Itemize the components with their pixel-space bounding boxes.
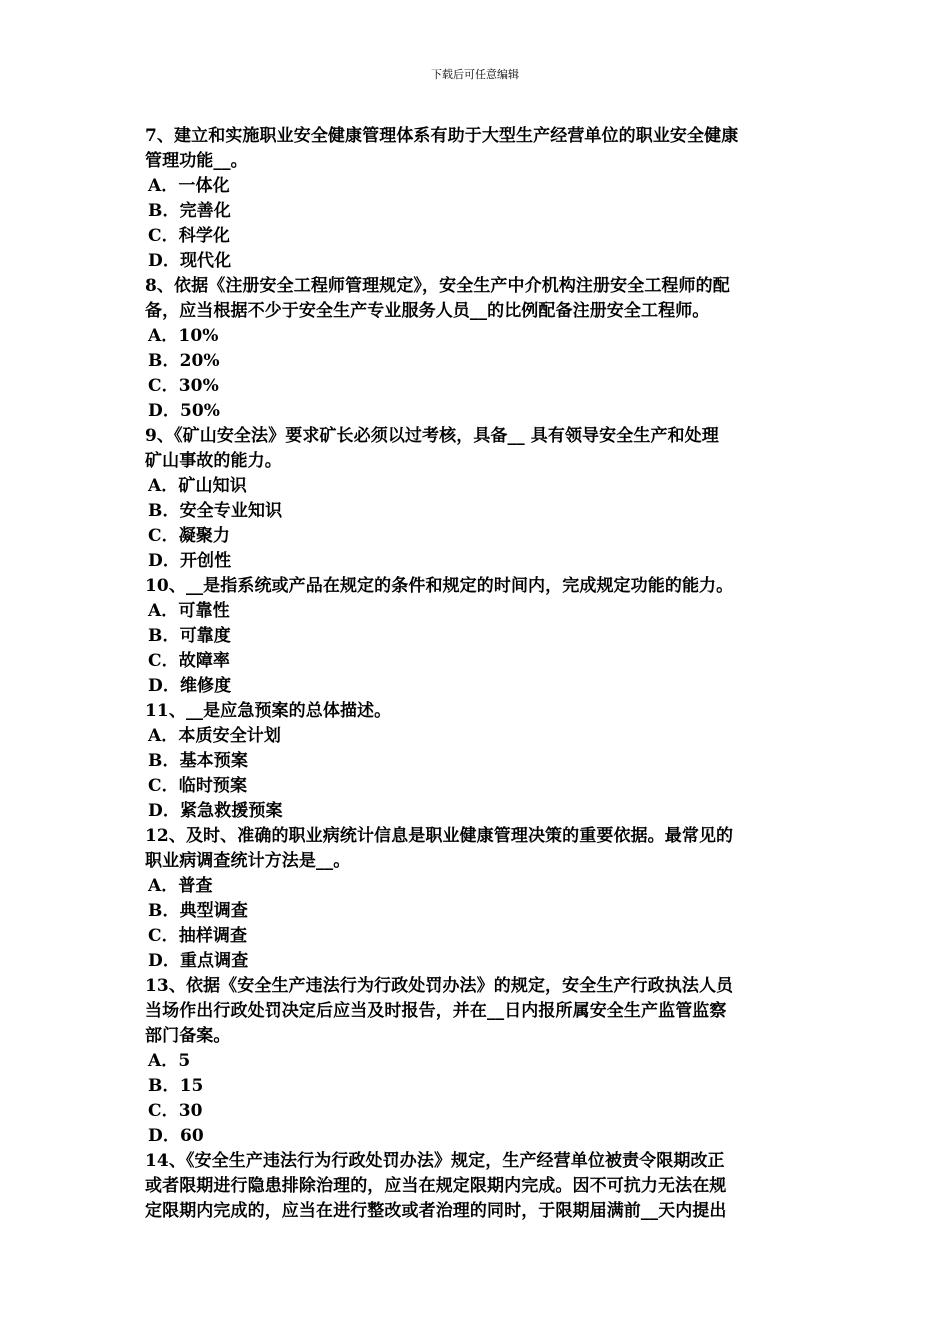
answer-option: B．典型调查 [148, 901, 248, 921]
question-text: 13、依据《安全生产违法行为行政处罚办法》的规定，安全生产行政执法人员 [145, 976, 734, 996]
question-text: 8、依据《注册安全工程师管理规定》，安全生产中介机构注册安全工程师的配 [145, 276, 730, 296]
answer-option: D．开创性 [148, 551, 232, 571]
answer-option: A．普查 [148, 876, 213, 896]
answer-option: D．50% [148, 401, 221, 421]
answer-option: B．基本预案 [148, 751, 248, 771]
question-text: 9、《矿山安全法》要求矿长必须以过考核，具备__ 具有领导安全生产和处理 [145, 426, 719, 446]
answer-option: A．一体化 [148, 176, 230, 196]
answer-option: D．维修度 [148, 676, 232, 696]
answer-option: A．可靠性 [148, 601, 230, 621]
question-text: 管理功能__。 [145, 151, 248, 171]
answer-option: A．矿山知识 [148, 476, 247, 496]
answer-option: C．30 [148, 1101, 203, 1121]
question-text: 定限期内完成的，应当在进行整改或者治理的同时，于限期届满前__天内提出 [145, 1201, 727, 1221]
question-text: 备，应当根据不少于安全生产专业服务人员__的比例配备注册安全工程师。 [145, 301, 710, 321]
answer-option: C．临时预案 [148, 776, 248, 796]
page-header: 下载后可任意编辑 [431, 68, 519, 81]
answer-option: C．凝聚力 [148, 526, 231, 546]
question-text: 14、《安全生产违法行为行政处罚办法》规定，生产经营单位被责令限期改正 [145, 1151, 725, 1171]
question-text: 12、及时、准确的职业病统计信息是职业健康管理决策的重要依据。最常见的 [145, 826, 734, 846]
question-text: 当场作出行政处罚决定后应当及时报告，并在__日内报所属安全生产监管监察 [145, 1001, 727, 1021]
answer-option: B．可靠度 [148, 626, 231, 646]
answer-option: D．重点调查 [148, 951, 249, 971]
question-text: 10、__是指系统或产品在规定的条件和规定的时间内，完成规定功能的能力。 [145, 576, 734, 596]
question-text: 11、__是应急预案的总体描述。 [145, 701, 392, 721]
answer-option: B．完善化 [148, 201, 231, 221]
question-text: 职业病调查统计方法是__。 [145, 851, 351, 871]
question-text: 或者限期进行隐患排除治理的，应当在规定限期内完成。因不可抗力无法在规 [145, 1176, 727, 1196]
answer-option: D．现代化 [148, 251, 232, 271]
answer-option: A．10% [148, 326, 219, 346]
answer-option: D．60 [148, 1126, 204, 1146]
question-text: 部门备案。 [145, 1026, 231, 1046]
answer-option: C．科学化 [148, 226, 231, 246]
answer-option: C．抽样调查 [148, 926, 248, 946]
answer-option: C．故障率 [148, 651, 231, 671]
document-body [145, 124, 810, 1224]
answer-option: B．15 [148, 1076, 204, 1096]
answer-option: B．安全专业知识 [148, 501, 283, 521]
answer-option: A．5 [148, 1051, 191, 1071]
answer-option: C．30% [148, 376, 219, 396]
answer-option: A．本质安全计划 [148, 726, 281, 746]
answer-option: B．20% [148, 351, 220, 371]
answer-option: D．紧急救援预案 [148, 801, 283, 821]
question-text: 矿山事故的能力。 [145, 451, 282, 471]
question-text: 7、建立和实施职业安全健康管理体系有助于大型生产经营单位的职业安全健康 [145, 126, 739, 146]
